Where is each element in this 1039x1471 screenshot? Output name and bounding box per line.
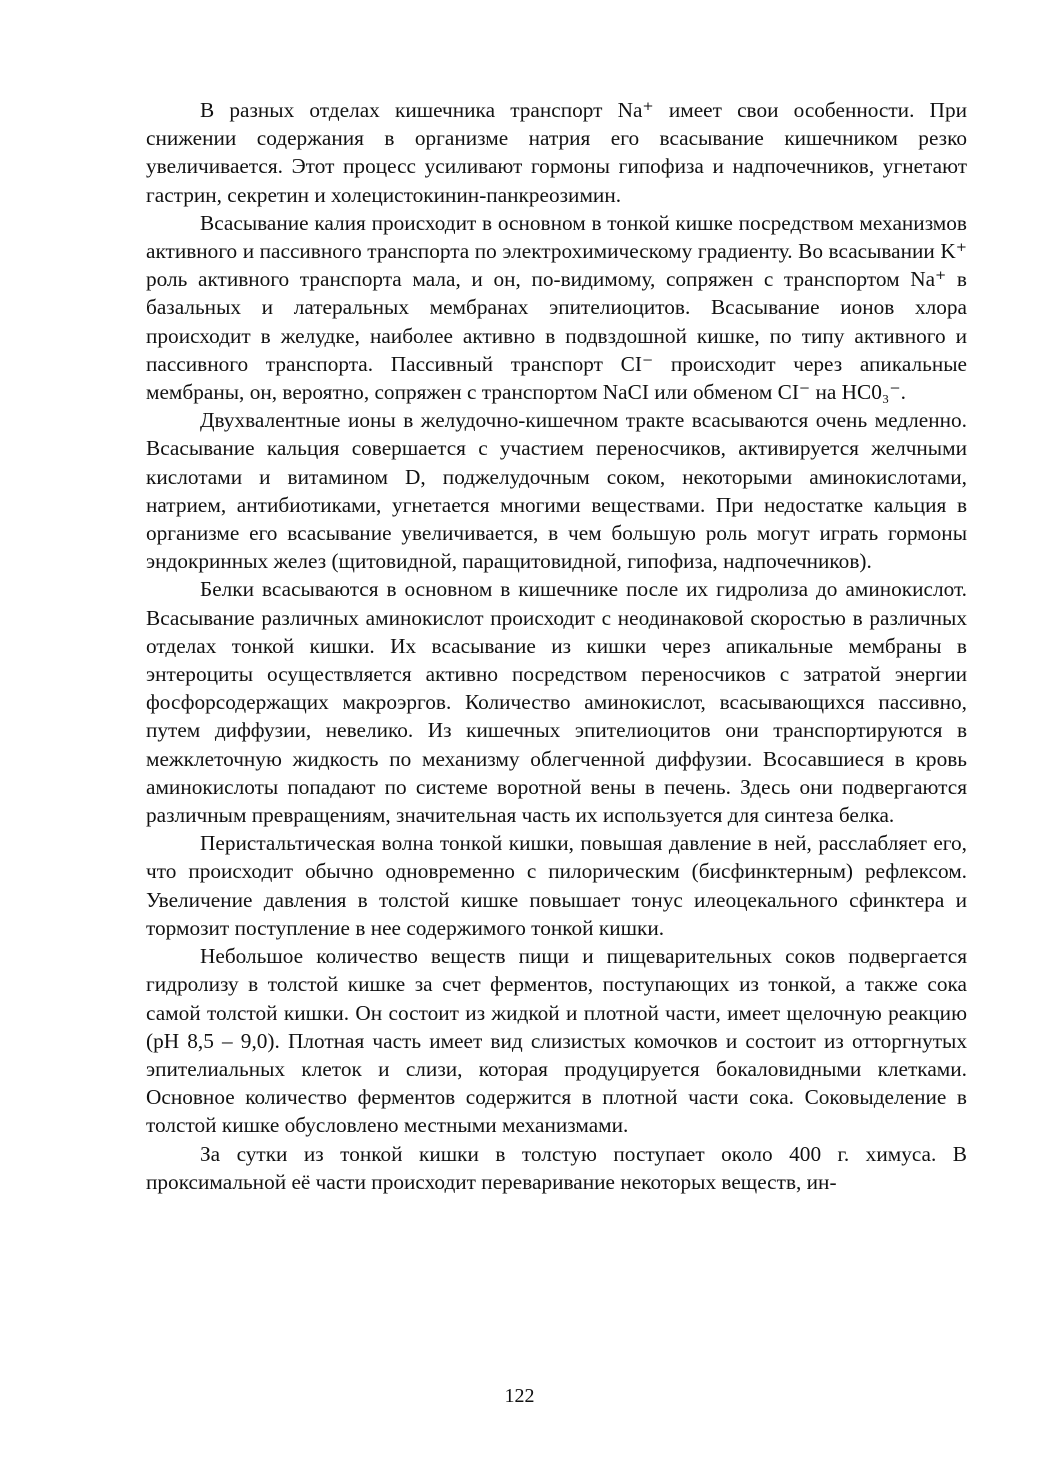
- paragraph-chyme-intake: За сутки из тонкой кишки в толстую поступает около 400 г. химуса. В проксимальной её части происходит переваривание некоторых веществ, ин-: [146, 1141, 967, 1194]
- paragraph-colon-hydrolysis: Небольшое количество веществ пищи и пищеварительных соков подвергается гидролизу в толстой кишке за счет ферментов, поступающих из тонкой, а также сока самой толстой кишки. Он состоит из жидкой и плотной части, имеет щелочную реакцию (рН 8,5 – 9,0). Плотная часть имеет вид слизистых комочков и состоит из отторгнутых эпителиальных клеток и слизи, которая продуцируется бокаловидными клетками. Основное количество ферментов содержится в плотной части сока. Соковыделение в толстой кишке обусловлено местными механизмами.: [146, 944, 967, 1138]
- page-body: [146, 96, 967, 1196]
- page-number: 122: [504, 1385, 535, 1407]
- paragraph-potassium-chloride-absorption: Всасывание калия происходит в основном в тонкой кишке посредством механизмов активного и пассивного транспорта по электрохимическому градиенту. Во всасывании K⁺ роль активного транспорта мала, и он, по-видимому, сопряжен с транспортом Na⁺ в базальных и латеральных мембранах эпителиоцитов. Всасывание ионов хлора происходит в желудке, наиболее активно в подвздошной кишке, по типу активного и пассивного транспорта. Пассивный транспорт CI⁻ происходит через апикальные мембраны, он, вероятно, сопряжен с транспортом NaCI или обменом CI⁻ на НС0₃⁻.: [146, 210, 967, 405]
- paragraph-sodium-transport: В разных отделах кишечника транспорт Na⁺ имеет свои особенности. При снижении содержания в организме натрия его всасывание кишечником резко увеличивается. Этот процесс усиливают гормоны гипофиза и надпочечников, угнетают гастрин, секретин и холецистокинин-панкреозимин.: [146, 98, 967, 207]
- paragraph-peristaltic-wave: Перистальтическая волна тонкой кишки, повышая давление в ней, расслабляет его, что происходит обычно одновременно с пилорическим (бисфинктерным) рефлексом. Увеличение давления в толстой кишке повышает тонус илеоцекального сфинктера и тормозит поступление в нее содержимого тонкой кишки.: [146, 831, 967, 940]
- paragraph-protein-absorption: Белки всасываются в основном в кишечнике после их гидролиза до аминокислот. Всасывание различных аминокислот происходит с неодинаковой скоростью в различных отделах тонкой кишки. Их всасывание из кишки через апикальные мембраны в энтероциты осуществляется активно посредством переносчиков с затратой энергии фосфорсодержащих макроэргов. Количество аминокислот, всасывающихся пассивно, путем диффузии, невелико. Из кишечных эпителиоцитов они транспортируются в межклеточную жидкость по механизму облегченной диффузии. Всосавшиеся в кровь аминокислоты попадают по системе воротной вены в печень. Здесь они подвергаются различным превращениям, значительная часть их используется для синтеза белка.: [146, 577, 967, 828]
- paragraph-divalent-ions: Двухвалентные ионы в желудочно-кишечном тракте всасываются очень медленно. Всасывание кальция совершается с участием переносчиков, активируется желчными кислотами и витамином D, поджелудочным соком, некоторыми аминокислотами, натрием, антибиотиками, угнетается многими веществами. При недостатке кальция в организме его всасывание увеличивается, в чем большую роль могут играть гормоны эндокринных желез (щитовидной, паращитовидной, гипофиза, надпочечников).: [146, 408, 967, 574]
